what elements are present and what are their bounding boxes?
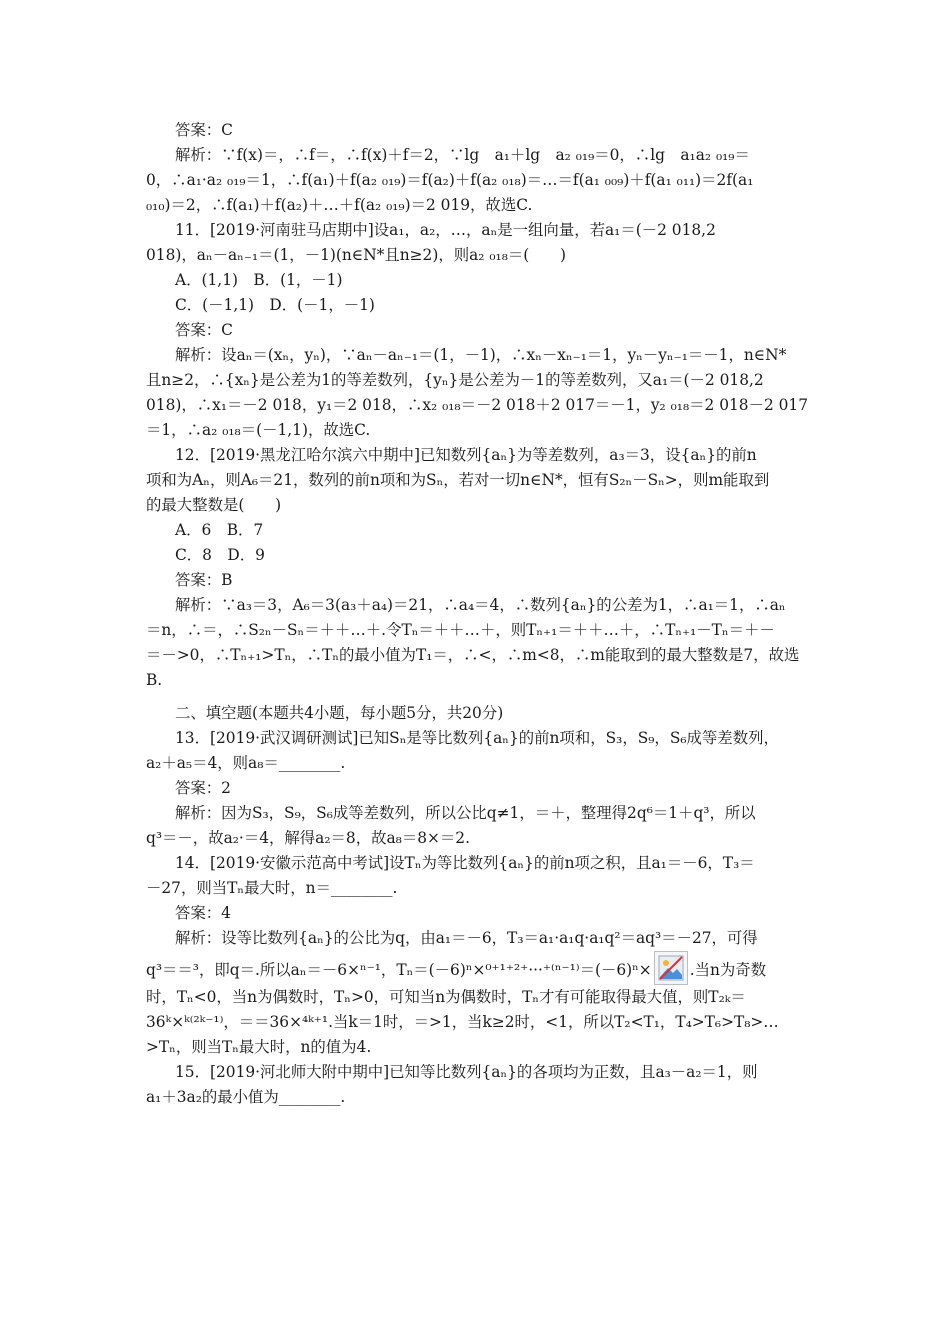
text-line: 36ᵏ×ᵏ⁽²ᵏ⁻¹⁾，＝＝36×⁴ᵏ⁺¹.当k＝1时，＝>1，当k≥2时，<1，所以T₂<T₁，T₄>T₆>T₈>… — [146, 1013, 779, 1031]
text-line: 解析：∵f(x)＝，∴f＝，∴f(x)＋f＝2，∵lg a₁＋lg a₂ ₀₁₉＝0，∴lg a₁a₂ ₀₁₉＝ — [175, 146, 750, 164]
text-line: C．(－1,1) D．(－1，－1) — [175, 296, 375, 314]
text-line: 15．[2019·河北师大附中期中]已知等比数列{aₙ}的各项均为正数，且a₃－a₂＝1，则 — [175, 1063, 758, 1081]
text-line: 答案：4 — [175, 904, 231, 922]
text-line: 的最大整数是( ) — [146, 496, 282, 514]
text-line: 项和为Aₙ，则A₆＝21，数列的前n项和为Sₙ，若对一切n∈N*，恒有S₂ₙ－Sₙ>，则m能取到 — [146, 471, 770, 489]
text-line: 答案：C — [175, 121, 233, 139]
text-line: 答案：C — [175, 321, 233, 339]
broken-image-icon — [654, 951, 688, 985]
text-line: A．6 B．7 — [175, 521, 264, 539]
text-line: 且n≥2，∴{xₙ}是公差为1的等差数列，{yₙ}是公差为－1的等差数列，又a₁＝(－2 018,2 — [146, 371, 764, 389]
text-line: 018)，aₙ－aₙ₋₁＝(1，－1)(n∈N*且n≥2)，则a₂ ₀₁₈＝( ) — [146, 246, 567, 264]
text-line: B. — [146, 671, 163, 689]
document-body — [146, 118, 810, 1110]
text-line: 答案：2 — [175, 779, 231, 797]
text-line: C．8 D．9 — [175, 546, 265, 564]
text-line: 13．[2019·武汉调研测试]已知Sₙ是等比数列{aₙ}的前n项和，S₃，S₉，S₆成等差数列， — [175, 729, 779, 747]
text-line: A．(1,1) B．(1，－1) — [175, 271, 343, 289]
text-line: 解析：设等比数列{aₙ}的公比为q，由a₁＝－6，T₃＝a₁·a₁q·a₁q²＝aq³＝－27，可得 — [175, 929, 758, 947]
text-line: 0，∴a₁·a₂ ₀₁₉＝1，∴f(a₁)＋f(a₂ ₀₁₉)＝f(a₂)＋f(a₂ ₀₁₈)＝…＝f(a₁ ₀₀₉)＋f(a₁ ₀₁₁)＝2f(a₁ — [146, 171, 754, 189]
text-line: 12．[2019·黑龙江哈尔滨六中期中]已知数列{aₙ}为等差数列，a₃＝3，设{aₙ}的前n — [175, 446, 757, 464]
text-line: ＝n，∴＝，∴S₂ₙ－Sₙ＝＋＋…＋.令Tₙ＝＋＋…＋，则Tₙ₊₁＝＋＋…＋，∴Tₙ₊₁－Tₙ＝＋－ — [146, 621, 775, 639]
text-line: >Tₙ，则当Tₙ最大时，n的值为4. — [146, 1038, 372, 1056]
text-line: a₁＋3a₂的最小值为________. — [146, 1088, 346, 1106]
text-line: 14．[2019·安徽示范高中考试]设Tₙ为等比数列{aₙ}的前n项之积，且a₁＝－6，T₃＝ — [175, 854, 755, 872]
text-line: 11．[2019·河南驻马店期中]设a₁，a₂，…，aₙ是一组向量，若a₁＝(－2 018,2 — [175, 221, 716, 239]
text-line: 解析：设aₙ＝(xₙ，yₙ)，∵aₙ－aₙ₋₁＝(1，－1)，∴xₙ－xₙ₋₁＝1，yₙ－yₙ₋₁＝－1，n∈N* — [175, 346, 787, 364]
text-line: 解析：∵a₃＝3，A₆＝3(a₃＋a₄)＝21，∴a₄＝4，∴数列{aₙ}的公差为1，∴a₁＝1，∴aₙ — [175, 596, 786, 614]
text-line: 时，Tₙ<0，当n为偶数时，Tₙ>0，可知当n为偶数时，Tₙ才有可能取得最大值，则T₂ₖ＝ — [146, 988, 746, 1006]
text-line: 答案：B — [175, 571, 233, 589]
text-line-with-image — [146, 951, 810, 985]
text-line: ＝－>0，∴Tₙ₊₁>Tₙ，∴Tₙ的最小值为T₁＝，∴<，∴m<8，∴m能取到的最大整数是7，故选 — [146, 646, 800, 664]
text-line: a₂＋a₅＝4，则a₈＝________. — [146, 754, 346, 772]
section-gap — [146, 693, 810, 701]
text-line: 018)，∴x₁＝－2 018，y₁＝2 018，∴x₂ ₀₁₈＝－2 018＋2 017＝－1，y₂ ₀₁₈＝2 018－2 017 — [146, 396, 809, 414]
text-line: q³＝－，故a₂·＝4，解得a₂＝8，故a₈＝8×＝2. — [146, 829, 470, 847]
text-line: ₀₁₀)＝2，∴f(a₁)＋f(a₂)＋…＋f(a₂ ₀₁₉)＝2 019，故选C. — [146, 196, 533, 214]
text-line: ＝1，∴a₂ ₀₁₈＝(－1,1)，故选C. — [146, 421, 371, 439]
text-line: 解析：因为S₃，S₉，S₆成等差数列，所以公比q≠1，＝＋，整理得2q⁶＝1＋q³，所以 — [175, 804, 756, 822]
text-segment: q³＝＝³，即q＝.所以aₙ＝－6×ⁿ⁻¹，Tₙ＝(－6)ⁿ×⁰⁺¹⁺²⁺···⁺⁽ⁿ⁻¹⁾＝(－6)ⁿ× — [146, 961, 652, 979]
text-line: 二、填空题(本题共4小题，每小题5分，共20分) — [175, 704, 504, 722]
text-line: －27，则当Tₙ最大时，n＝________. — [146, 879, 398, 897]
text-segment: .当n为奇数 — [689, 961, 767, 979]
